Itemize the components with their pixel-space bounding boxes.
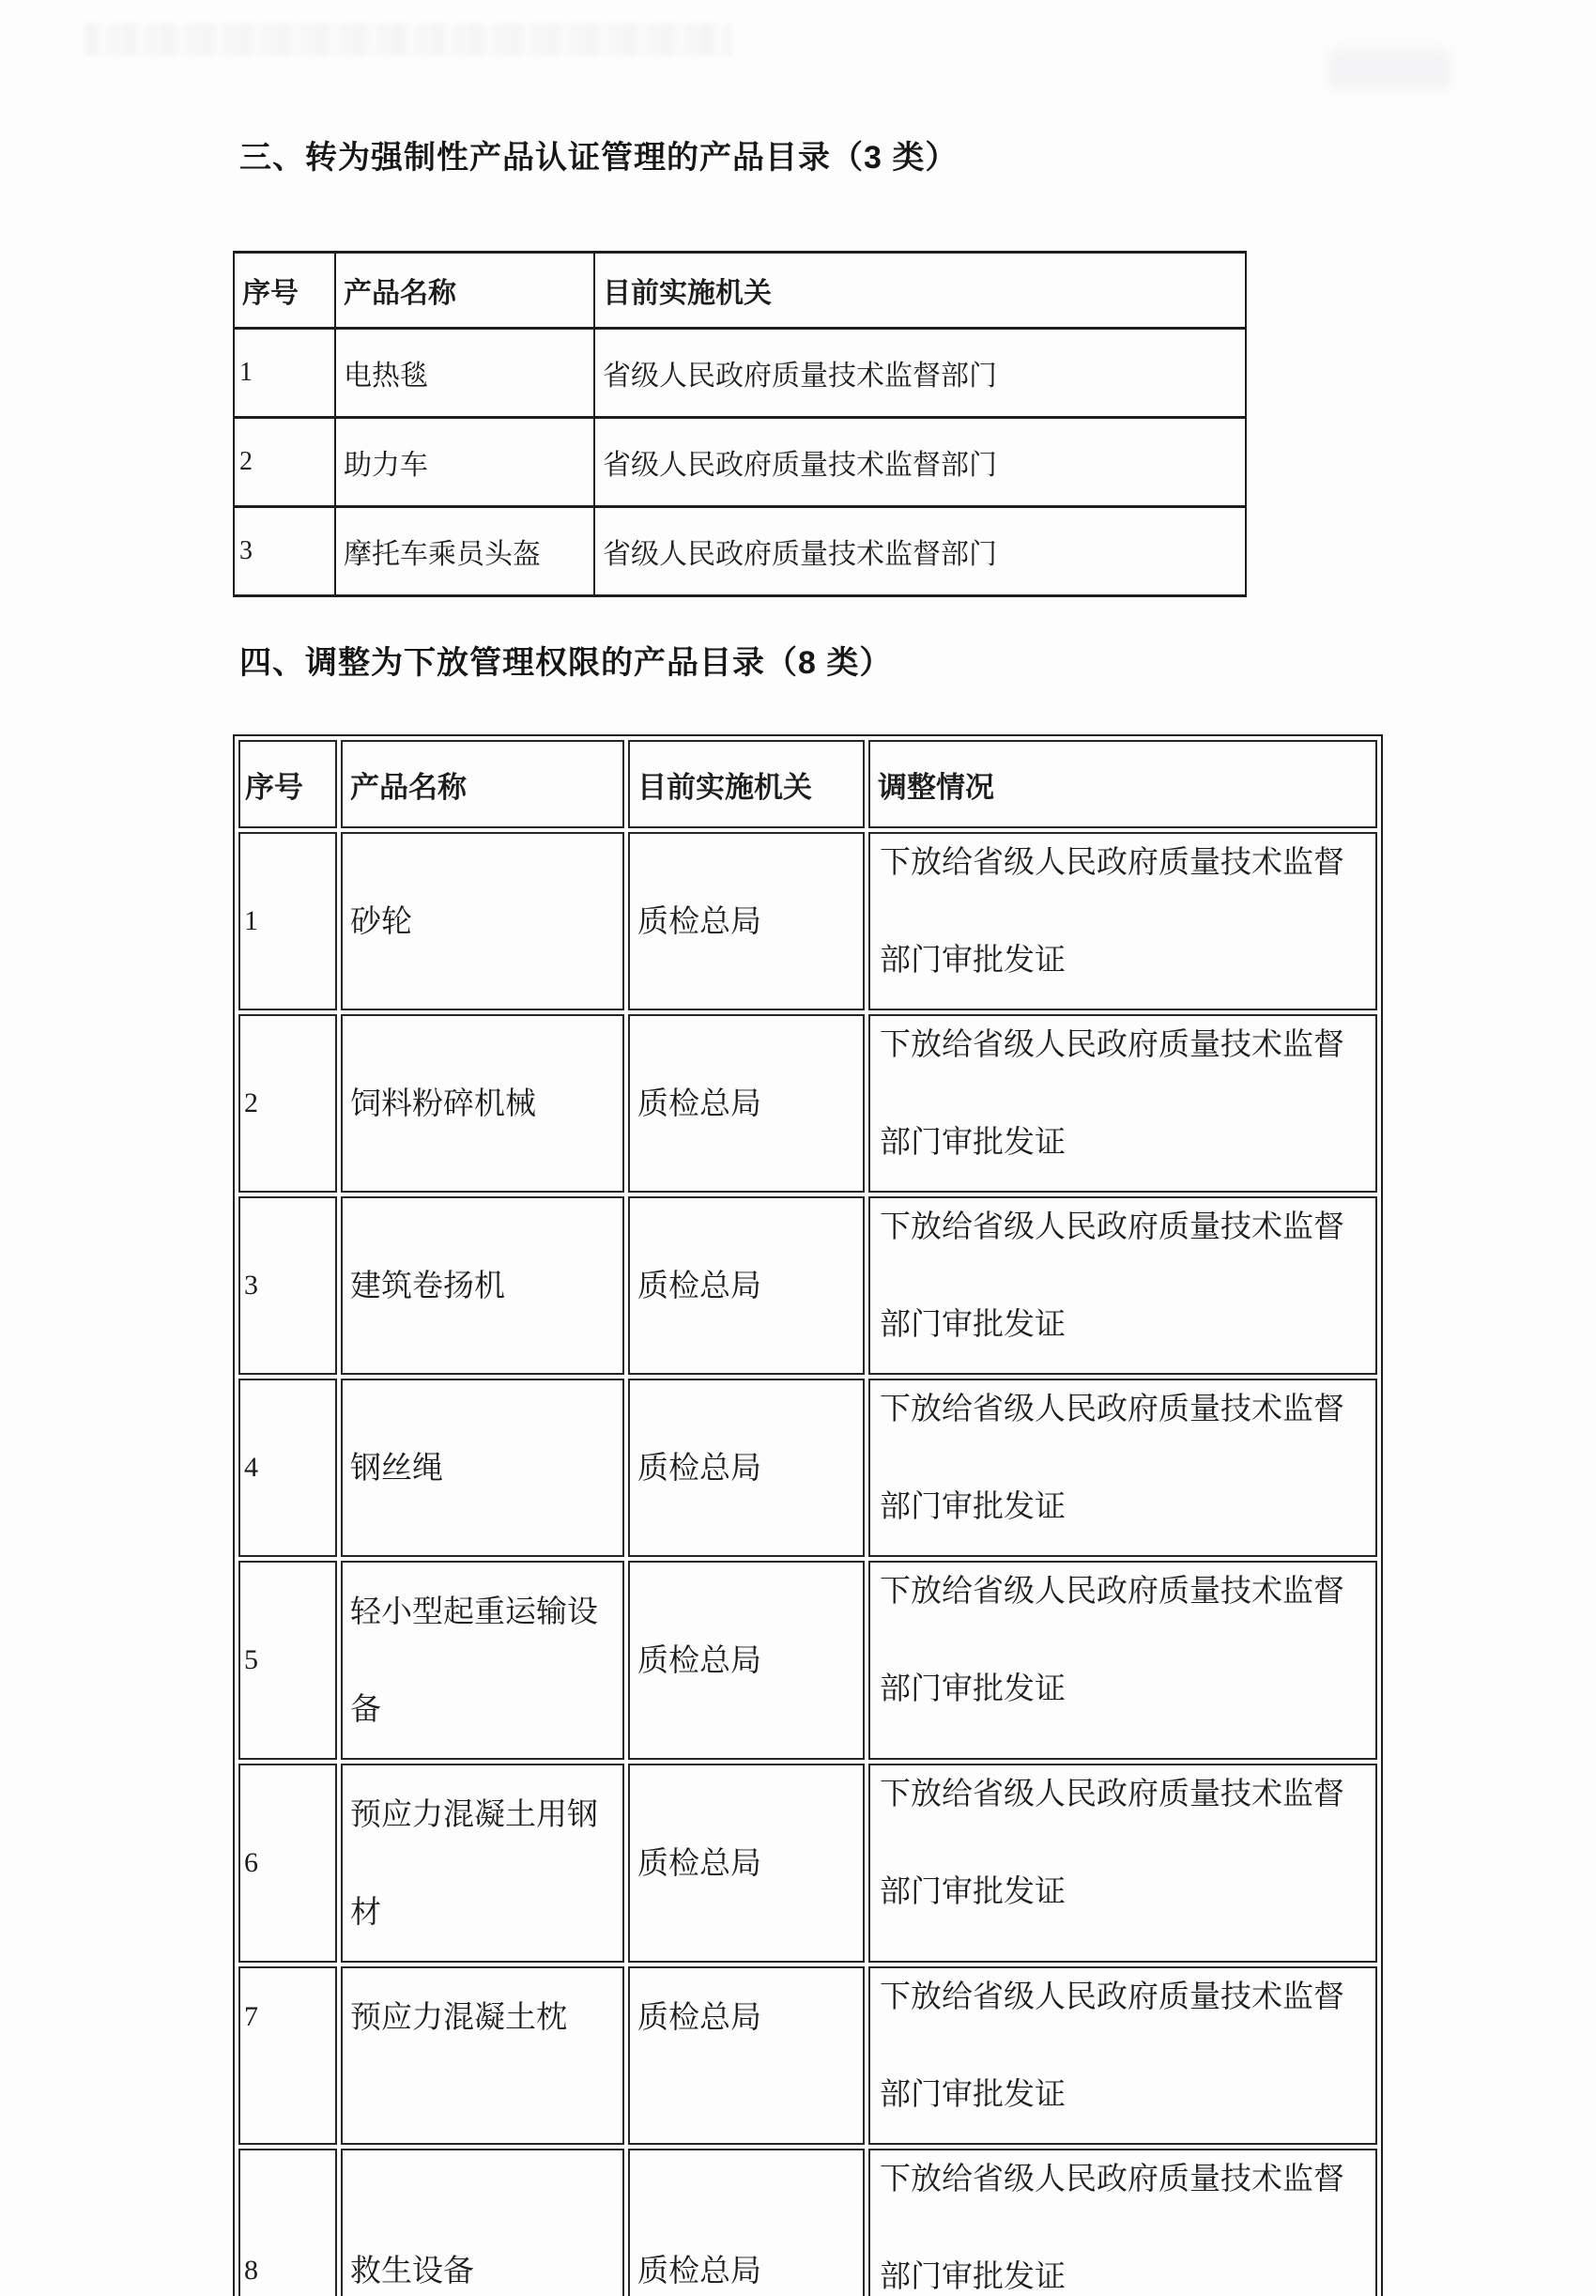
adjustment-text: 下放给省级人民政府质量技术监督部门审批发证 [880, 1979, 1344, 2111]
row-number-cell: 4 [238, 1379, 337, 1557]
adjustment-cell [868, 1966, 1377, 2145]
row-number-cell [238, 1966, 337, 2145]
header-cell-no: 序号 [238, 740, 337, 828]
adjustment-text: 下放给省级人民政府质量技术监督部门审批发证 [880, 1209, 1344, 1341]
row-number-cell: 1 [238, 832, 337, 1010]
adjustment-cell [868, 2149, 1377, 2296]
product-name-cell [341, 1966, 624, 2145]
row-number-text: 7 [244, 2001, 258, 2032]
header-cell-current-agency: 目前实施机关 [628, 740, 865, 828]
table-row [238, 2149, 1377, 2296]
section-3-heading: 三、转为强制性产品认证管理的产品目录（3 类） [239, 140, 959, 176]
section-3-table-container [233, 251, 1247, 597]
product-name-cell: 摩托车乘员头盔 [335, 507, 594, 596]
agency-cell: 质检总局 [628, 2149, 865, 2296]
table-row [238, 832, 1377, 1010]
table-header-row [238, 740, 1377, 828]
adjustment-text: 下放给省级人民政府质量技术监督部门审批发证 [880, 1573, 1344, 1705]
table-row [238, 1764, 1377, 1963]
adjustment-cell [868, 1764, 1377, 1963]
agency-text: 质检总局 [637, 1999, 761, 2034]
adjustment-text: 下放给省级人民政府质量技术监督部门审批发证 [880, 844, 1344, 977]
table-row [238, 1966, 1377, 2145]
product-name-cell: 助力车 [335, 418, 594, 507]
agency-cell: 省级人民政府质量技术监督部门 [594, 329, 1246, 418]
table-header-row [234, 253, 1246, 329]
row-number-cell: 6 [238, 1764, 337, 1963]
product-name-cell: 电热毯 [335, 329, 594, 418]
table-row [238, 1014, 1377, 1193]
row-number-cell: 1 [234, 329, 335, 418]
agency-cell: 省级人民政府质量技术监督部门 [594, 507, 1246, 596]
header-cell-current-agency: 目前实施机关 [594, 253, 1246, 329]
adjustment-text: 下放给省级人民政府质量技术监督部门审批发证 [880, 1776, 1344, 1908]
table-row [238, 1196, 1377, 1375]
product-name-cell: 预应力混凝土用钢材 [341, 1764, 624, 1963]
adjustment-cell [868, 1379, 1377, 1557]
scan-artifact [84, 23, 732, 56]
section-4-heading: 四、调整为下放管理权限的产品目录（8 类） [239, 645, 893, 681]
row-number-cell: 8 [238, 2149, 337, 2296]
row-number-cell: 3 [238, 1196, 337, 1375]
table-row [238, 1561, 1377, 1760]
header-cell-no: 序号 [234, 253, 335, 329]
row-number-cell: 2 [238, 1014, 337, 1193]
product-name-cell: 砂轮 [341, 832, 624, 1010]
adjustment-text: 下放给省级人民政府质量技术监督部门审批发证 [880, 1391, 1344, 1523]
adjustment-cell [868, 1014, 1377, 1193]
row-number-cell: 5 [238, 1561, 337, 1760]
header-cell-product-name: 产品名称 [335, 253, 594, 329]
table-row [234, 507, 1246, 596]
product-name-cell: 钢丝绳 [341, 1379, 624, 1557]
adjustment-cell [868, 1196, 1377, 1375]
adjustment-text: 下放给省级人民政府质量技术监督部门审批发证 [880, 2161, 1344, 2293]
scan-artifact [1328, 49, 1450, 88]
product-name-cell: 饲料粉碎机械 [341, 1014, 624, 1193]
agency-cell: 质检总局 [628, 1196, 865, 1375]
product-name-cell: 轻小型起重运输设备 [341, 1561, 624, 1760]
agency-cell: 质检总局 [628, 1014, 865, 1193]
delegated-authority-table [233, 734, 1383, 2296]
product-name-cell: 救生设备 [341, 2149, 624, 2296]
table-row [234, 329, 1246, 418]
agency-cell: 省级人民政府质量技术监督部门 [594, 418, 1246, 507]
compulsory-certification-table [233, 251, 1247, 597]
adjustment-cell [868, 1561, 1377, 1760]
header-cell-product-name: 产品名称 [341, 740, 624, 828]
table-row [234, 418, 1246, 507]
row-number-cell: 3 [234, 507, 335, 596]
table-row [238, 1379, 1377, 1557]
row-number-cell: 2 [234, 418, 335, 507]
product-name-cell: 建筑卷扬机 [341, 1196, 624, 1375]
header-cell-adjustment: 调整情况 [868, 740, 1377, 828]
adjustment-cell [868, 832, 1377, 1010]
agency-cell: 质检总局 [628, 1764, 865, 1963]
agency-cell: 质检总局 [628, 1561, 865, 1760]
adjustment-text: 下放给省级人民政府质量技术监督部门审批发证 [880, 1026, 1344, 1159]
section-4-table-container [233, 734, 1383, 2296]
agency-cell: 质检总局 [628, 1379, 865, 1557]
agency-cell [628, 1966, 865, 2145]
product-name-text: 预应力混凝土枕 [350, 1999, 567, 2034]
agency-cell: 质检总局 [628, 832, 865, 1010]
